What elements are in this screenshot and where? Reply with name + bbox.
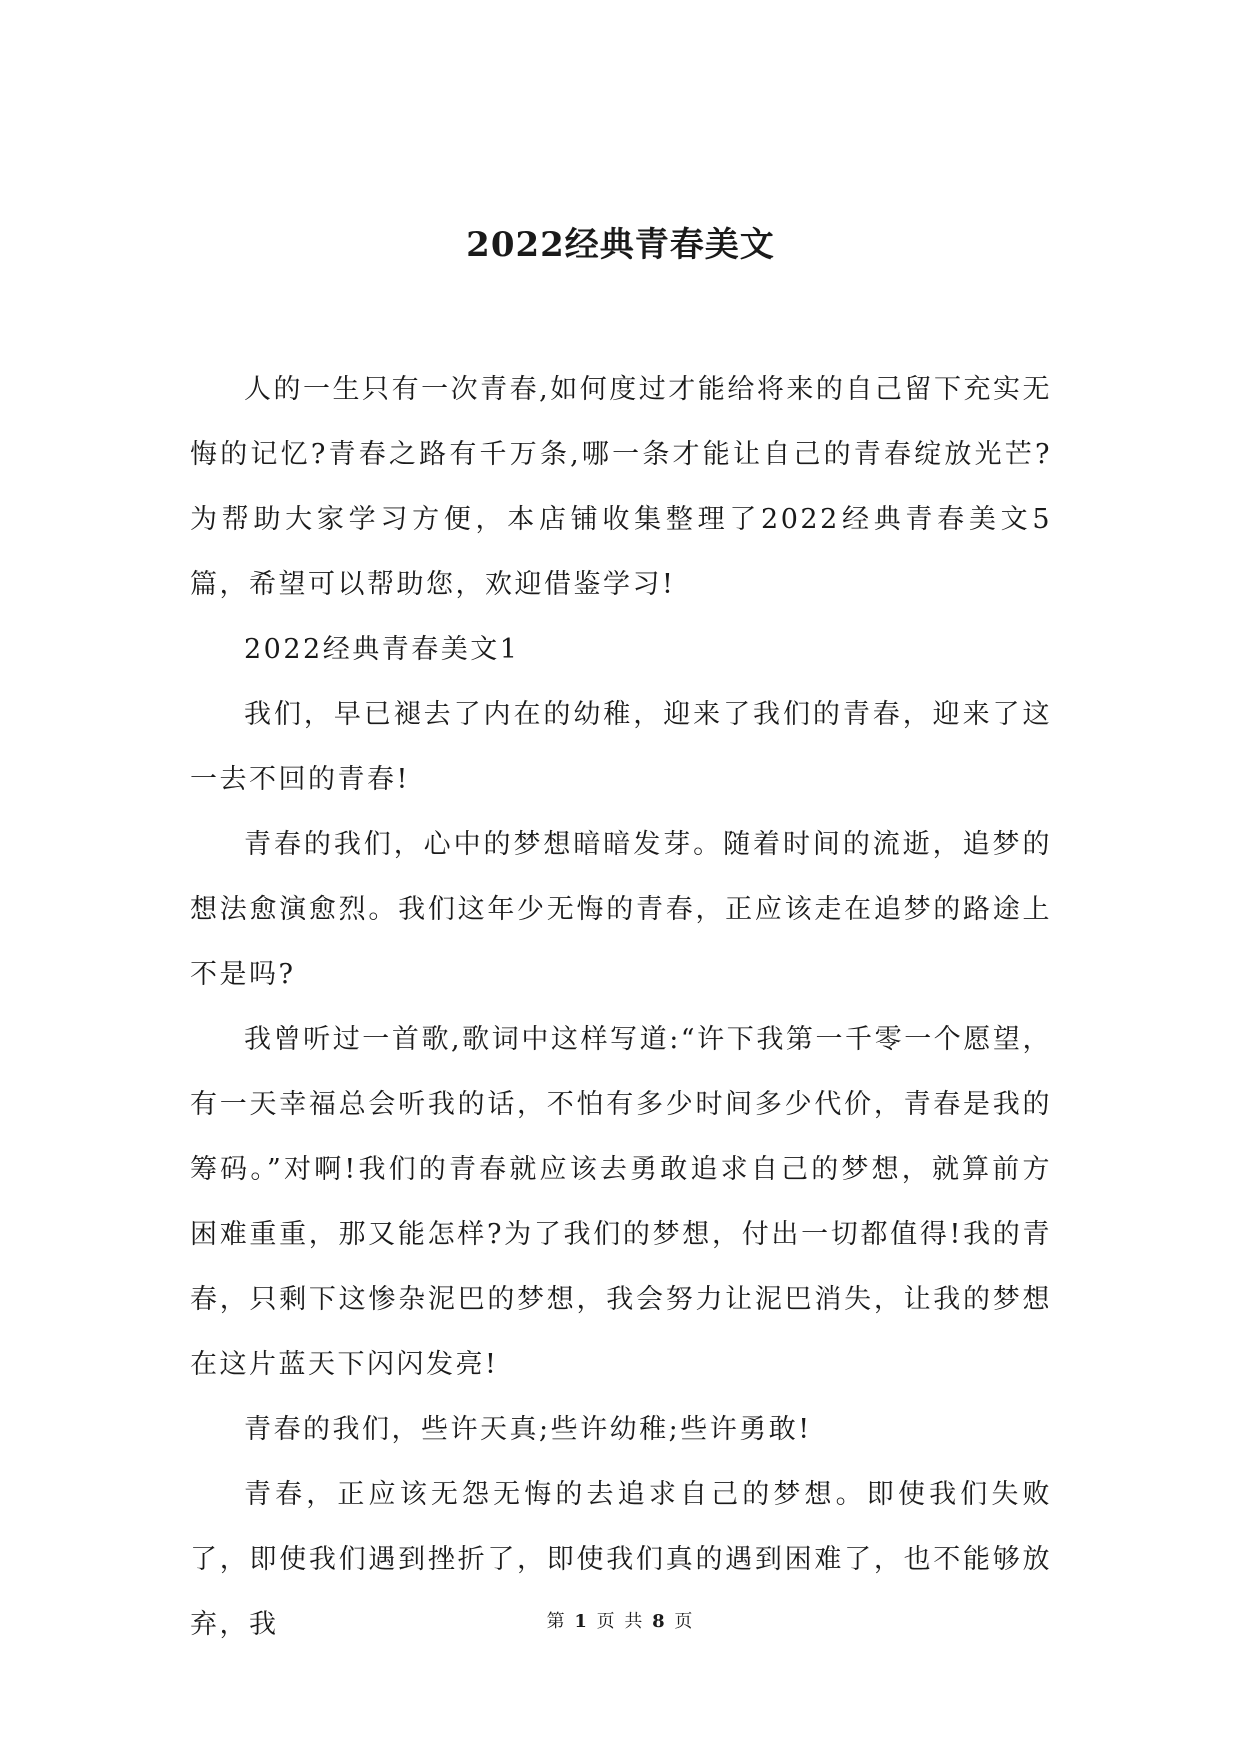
section-heading: 2022经典青春美文1 [244,634,520,665]
body-paragraph: 我们，早已褪去了内在的幼稚，迎来了我们的青春，迎来了这一去不回的青春! [190,699,1052,795]
intro-paragraph: 人的一生只有一次青春,如何度过才能给将来的自己留下充实无悔的记忆?青春之路有千万条,哪一条才能让自己的青春绽放光芒?为帮助大家学习方便，本店铺收集整理了2022经典青春美文5篇，希望可以帮助您，欢迎借鉴学习! [190,374,1052,600]
body-paragraph: 青春，正应该无怨无悔的去追求自己的梦想。即使我们失败了，即使我们遇到挫折了，即使我们真的遇到困难了，也不能够放弃，我 [190,1479,1052,1640]
current-page-number: 1 [574,1611,589,1632]
body-paragraph: 我曾听过一首歌,歌词中这样写道:“许下我第一千零一个愿望，有一天幸福总会听我的话，不怕有多少时间多少代价，青春是我的筹码。”对啊!我们的青春就应该去勇敢追求自己的梦想，就算前方困难重重，那又能怎样?为了我们的梦想，付出一切都值得!我的青春，只剩下这惨杂泥巴的梦想，我会努力让泥巴消失，让我的梦想在这片蓝天下闪闪发亮! [190,1024,1052,1380]
footer-middle: 页 共 [596,1611,645,1632]
total-page-count: 8 [652,1611,667,1632]
document-body [190,357,1052,1657]
page-number-footer [0,1610,1241,1634]
document-title: 2022经典青春美文 [466,225,775,265]
footer-suffix: 页 [674,1611,695,1632]
body-paragraph: 青春的我们，些许天真;些许幼稚;些许勇敢! [244,1414,812,1445]
footer-prefix: 第 [546,1611,567,1632]
body-paragraph: 青春的我们，心中的梦想暗暗发芽。随着时间的流逝，追梦的想法愈演愈烈。我们这年少无悔的青春，正应该走在追梦的路途上不是吗? [190,829,1052,990]
